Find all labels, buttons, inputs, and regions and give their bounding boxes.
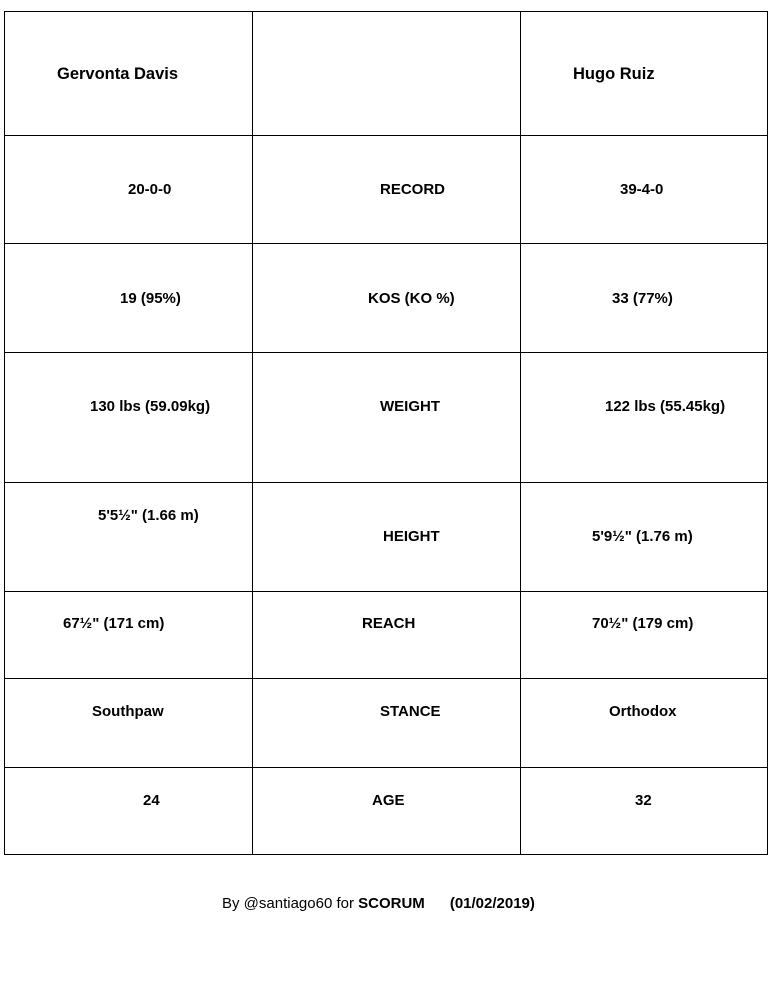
row-divider: [4, 135, 768, 136]
weight-label: WEIGHT: [380, 398, 440, 415]
reach-left: 67½" (171 cm): [63, 615, 165, 632]
row-divider: [4, 591, 768, 592]
kos-right: 33 (77%): [612, 290, 673, 307]
stance-right: Orthodox: [609, 703, 677, 720]
height-label: HEIGHT: [383, 528, 440, 545]
table-border-left: [4, 11, 5, 855]
height-left: 5'5½" (1.66 m): [98, 507, 199, 524]
kos-left: 19 (95%): [120, 290, 181, 307]
row-divider: [4, 482, 768, 483]
credit-line: [222, 895, 535, 913]
age-right: 32: [635, 792, 652, 809]
reach-right: 70½" (179 cm): [592, 615, 694, 632]
age-label: AGE: [372, 792, 405, 809]
row-divider: [4, 767, 768, 768]
table-border-top: [4, 11, 768, 12]
comparison-table: [4, 11, 768, 855]
kos-label: KOS (KO %): [368, 290, 455, 307]
reach-label: REACH: [362, 615, 416, 632]
record-left: 20-0-0: [128, 181, 172, 198]
row-divider: [4, 352, 768, 353]
record-label: RECORD: [380, 181, 446, 198]
stance-label: STANCE: [380, 703, 441, 720]
stance-left: Southpaw: [92, 703, 164, 720]
credit-prefix: By @santiago60 for: [222, 895, 359, 912]
table-border-bottom: [4, 854, 768, 855]
row-divider: [4, 243, 768, 244]
weight-right: 122 lbs (55.45kg): [605, 398, 726, 415]
table-border-right: [767, 11, 768, 855]
table-divider-1: [252, 11, 253, 855]
weight-left: 130 lbs (59.09kg): [90, 398, 211, 415]
credit-brand: SCORUM: [358, 895, 425, 912]
record-right: 39-4-0: [620, 181, 664, 198]
fighter-right-name: Hugo Ruiz: [573, 65, 655, 83]
height-right: 5'9½" (1.76 m): [592, 528, 693, 545]
age-left: 24: [143, 792, 160, 809]
credit-date: (01/02/2019): [449, 895, 535, 912]
fighter-left-name: Gervonta Davis: [57, 65, 179, 83]
table-divider-2: [520, 11, 521, 855]
row-divider: [4, 678, 768, 679]
